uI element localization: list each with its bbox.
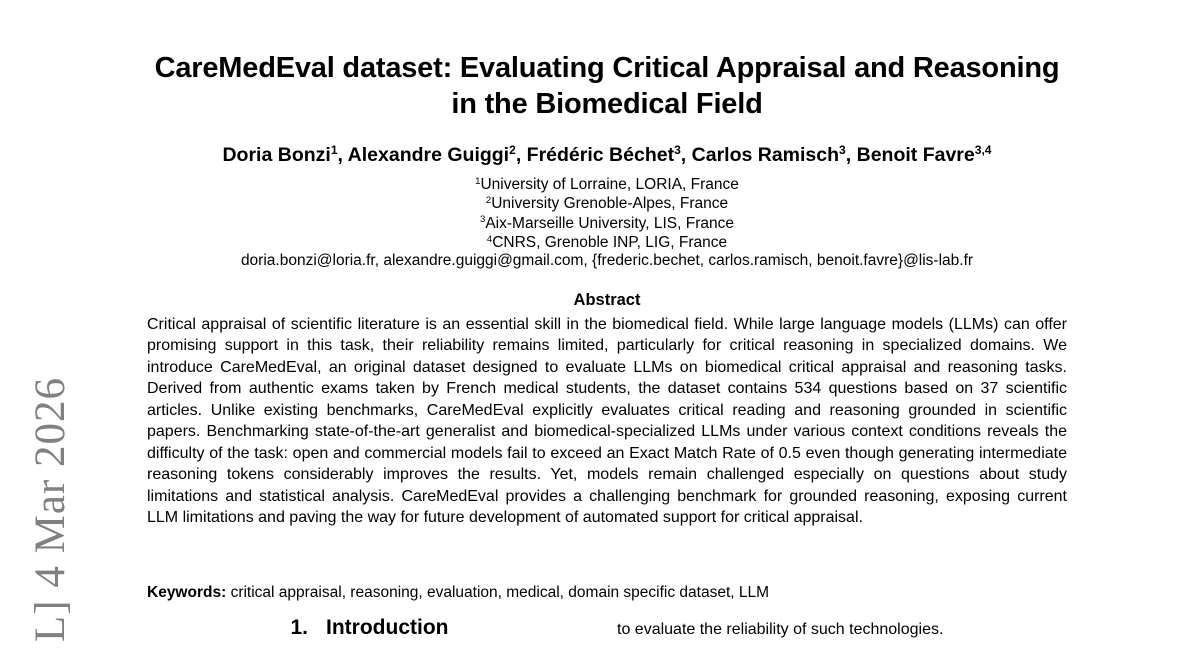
affiliation-text: University Grenoble-Alpes, France: [491, 195, 729, 213]
affiliation-superscript: 4: [486, 233, 493, 245]
author-affiliation-superscript: 3,4: [974, 143, 992, 158]
author: [857, 144, 992, 166]
author-name: Benoit Favre: [856, 144, 975, 166]
affiliation-text: University of Lorraine, LORIA, France: [480, 176, 739, 193]
author-name: Doria Bonzi: [222, 144, 331, 166]
author-affiliation-superscript: 3: [839, 143, 846, 158]
paper-title: [147, 50, 1067, 122]
paper-title-line1: CareMedEval dataset: Evaluating Critical Appraisal and Reasoning: [154, 52, 1060, 84]
affiliation-superscript: 1: [475, 175, 481, 187]
author: [692, 144, 857, 166]
author-name: Alexandre Guiggi: [347, 144, 510, 166]
author-name: Frédéric Béchet: [526, 144, 675, 166]
affiliation-text: CNRS, Grenoble INP, LIG, France: [492, 233, 728, 251]
section-heading-introduction: [147, 616, 592, 640]
affiliation: [147, 214, 1067, 233]
affiliation-superscript: 2: [485, 195, 492, 207]
affiliation: [147, 233, 1067, 252]
affiliation-list: [147, 175, 1067, 252]
author-affiliation-superscript: 3: [674, 143, 681, 158]
affiliation: [147, 194, 1067, 213]
author-separator: ,: [515, 144, 527, 166]
affiliation-superscript: 3: [480, 214, 486, 226]
author-line: [147, 144, 1067, 167]
author-affiliation-superscript: 1: [330, 143, 338, 158]
author-separator: ,: [337, 144, 348, 166]
section-title: Introduction: [326, 616, 449, 639]
section-number: 1.: [290, 616, 309, 639]
author-separator: ,: [845, 144, 857, 166]
keywords-line: [147, 584, 1067, 602]
affiliation: [147, 175, 1067, 194]
author-affiliation-superscript: 2: [509, 143, 516, 158]
body-text-fragment: to evaluate the reliability of such technologies.: [617, 621, 944, 638]
keywords-label: Keywords:: [147, 584, 227, 601]
keywords-text: critical appraisal, reasoning, evaluation, medical, domain specific dataset, LLM: [230, 584, 770, 601]
author: [222, 144, 347, 166]
author: [527, 144, 692, 166]
paper-title-line2: in the Biomedical Field: [451, 88, 763, 120]
abstract-heading: Abstract: [573, 291, 641, 309]
author: [348, 144, 527, 166]
author-name: Carlos Ramisch: [691, 144, 840, 166]
arxiv-watermark: L] 4 Mar 2026: [27, 377, 74, 642]
author-separator: ,: [680, 144, 692, 166]
affiliation-text: Aix-Marseille University, LIS, France: [485, 214, 734, 232]
email-line: doria.bonzi@loria.fr, alexandre.guiggi@gmail.com, {frederic.bechet, carlos.ramisch, benoit.favre}@lis-lab.fr: [240, 252, 974, 269]
abstract-text: Critical appraisal of scientific literature is an essential skill in the biomedical field. While large language models (LLMs) can offer promising support in this task, their reliability remains limited, particularly for critical reasoning in specialized domains. We introduce CareMedEval, an original dataset designed to evaluate LLMs on biomedical critical appraisal and reasoning tasks. Derived from authentic exams taken by French medical students, the dataset contains 534 questions based on 37 scientific articles. Unlike existing benchmarks, CareMedEval explicitly evaluates critical reading and reasoning grounded in scientific papers. Benchmarking state-of-the-art generalist and biomedical-specialized LLMs under various context conditions reveals the difficulty of the task: open and commercial models fail to exceed an Exact Match Rate of 0.5 even though generating intermediate reasoning tokens considerably improves the results. Yet, models remain challenged especially on questions about study limitations and statistical analysis. CareMedEval provides a challenging benchmark for grounded reasoning, exposing current LLM limitations and paving the way for future development of automated support for critical appraisal.: [147, 316, 1067, 527]
paper-content: [147, 0, 1067, 648]
